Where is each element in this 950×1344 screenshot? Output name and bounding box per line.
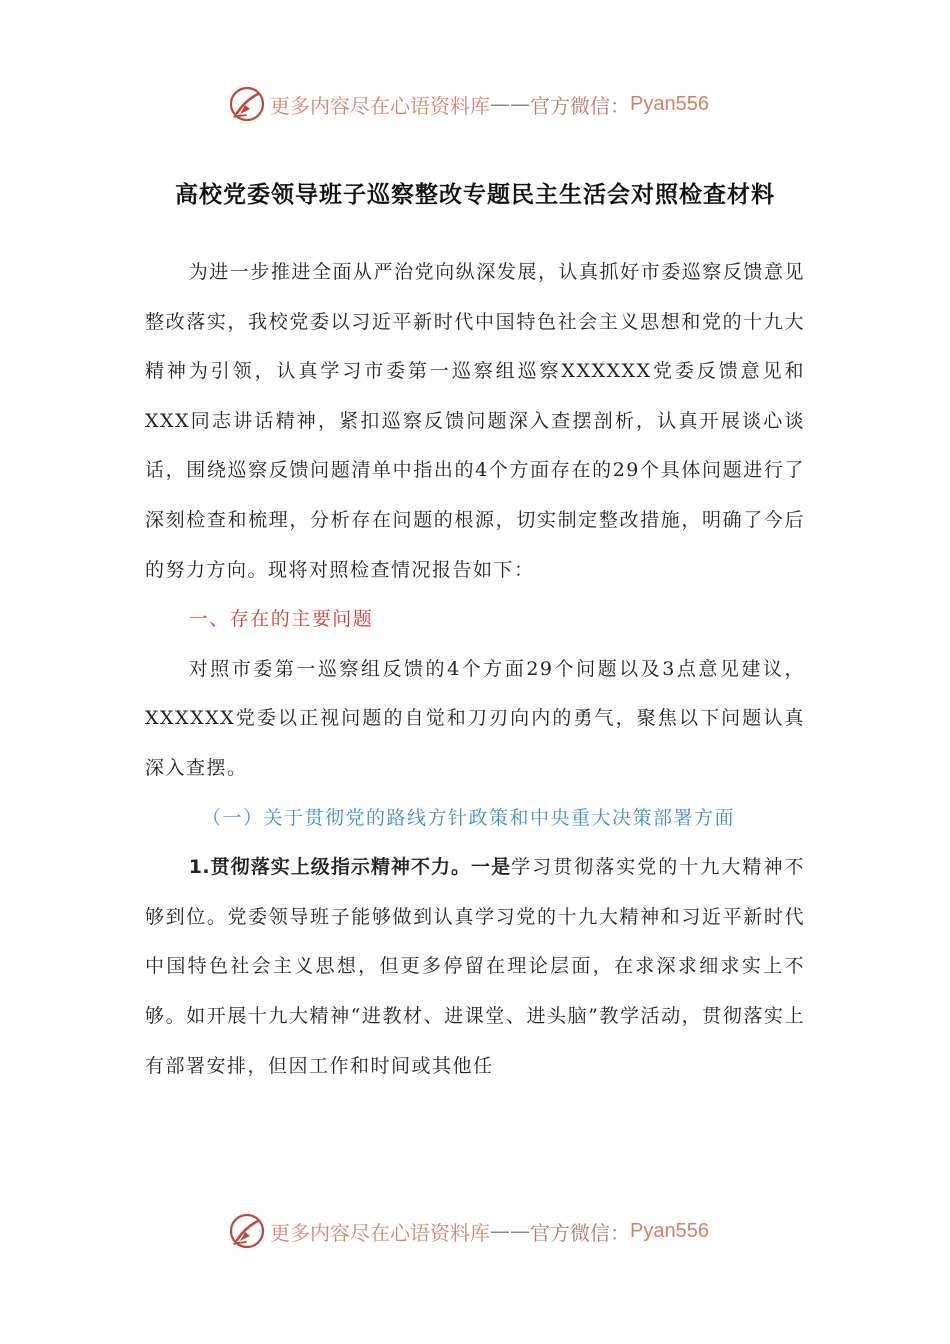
item-lead: 1.贯彻落实上级指示精神不力。一是 xyxy=(188,856,512,879)
item-text: 学习贯彻落实党的十九大精神不够到位。党委领导班子能够做到认真学习党的十九大精神和习近平新时代中国特色社会主义思想，但更多停留在理论层面，在求深求细求实上不够。如开展十九大精神“进教材、进课堂、进头脑”教学活动，贯彻落实上有部署安排，但因工作和时间或其他任 xyxy=(145,856,805,1077)
wechat-label: 官方微信： xyxy=(530,93,630,118)
library-text: 更多内容尽在心语资料库 xyxy=(270,93,490,118)
item-paragraph xyxy=(145,843,805,1091)
document-title: 高校党委领导班子巡察整改专题民主生活会对照检查材料 xyxy=(175,182,775,208)
banner-separator: —— xyxy=(490,92,530,116)
pen-logo-icon xyxy=(228,85,266,123)
intro-paragraph: 为进一步推进全面从严治党向纵深发展，认真抓好市委巡察反馈意见整改落实，我校党委以习近平新时代中国特色社会主义思想和党的十九大精神为引领，认真学习市委第一巡察组巡察XXXXXX党委反馈意见和XXX同志讲话精神，紧扣巡察反馈问题深入查摆剖析，认真开展谈心谈话，围绕巡察反馈问题清单中指出的4个方面存在的29个具体问题进行了深刻检查和梳理，分析存在问题的根源，切实制定整改措施，明确了今后的努力方向。现将对照检查情况报告如下： xyxy=(145,261,805,581)
document-body xyxy=(145,248,805,1091)
header-banner xyxy=(228,82,728,126)
library-text: 更多内容尽在心语资料库 xyxy=(270,1220,490,1245)
footer-banner xyxy=(228,1209,728,1253)
wechat-id: Pyan556 xyxy=(630,92,709,115)
banner-separator: —— xyxy=(490,1219,530,1243)
wechat-label: 官方微信： xyxy=(530,1220,630,1245)
wechat-id: Pyan556 xyxy=(630,1219,709,1242)
section-paragraph: 对照市委第一巡察组反馈的4个方面29个问题以及3点意见建议，XXXXXX党委以正视问题的自觉和刀刃向内的勇气，聚焦以下问题认真深入查摆。 xyxy=(145,657,805,779)
pen-logo-icon xyxy=(228,1212,266,1250)
section-heading: 一、存在的主要问题 xyxy=(188,608,374,631)
subsection-heading: （一）关于贯彻党的路线方针政策和中央重大决策部署方面 xyxy=(202,806,736,829)
